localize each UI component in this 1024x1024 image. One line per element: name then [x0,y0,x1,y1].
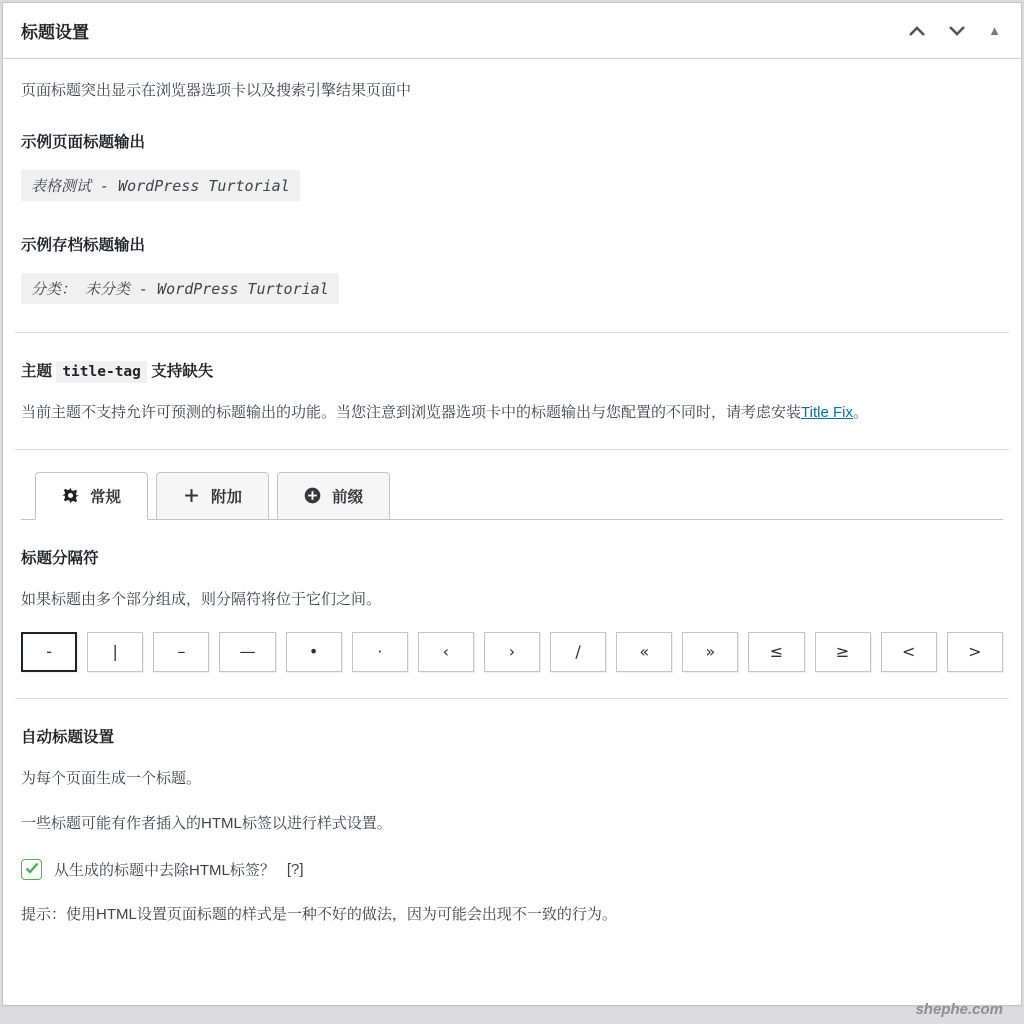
tab-label: 常规 [90,488,122,506]
divider [15,332,1009,333]
chevron-down-icon [948,25,966,40]
collapse-triangle-icon: ▲ [988,22,1001,38]
watermark: shephe.com [915,1001,1003,1018]
toggle-panel-button[interactable] [986,22,1003,38]
move-up-button[interactable] [906,23,928,39]
tab-additions[interactable] [156,472,269,520]
separator-option[interactable]: — [219,632,275,672]
move-down-button[interactable] [946,23,968,39]
metabox-handle-actions [906,23,1003,39]
tab-prefixes[interactable] [277,472,390,520]
tab-label: 附加 [211,488,243,506]
example-archive-title-heading: 示例存档标题输出 [21,237,146,255]
separator-option[interactable]: · [352,632,408,672]
tab-label: 前缀 [332,488,364,506]
theme-support-text: 当前主题不支持允许可预测的标题输出的功能。当您注意到浏览器选项卡中的标题输出与您配置的不同时，请考虑安装 [21,404,802,422]
chevron-up-icon [908,25,926,40]
auto-title-heading: 自动标题设置 [21,728,115,746]
theme-support-heading-prefix: 主题 [21,363,57,381]
separator-option[interactable]: | [87,632,143,672]
plus-icon [183,487,200,504]
separator-option[interactable]: - [21,632,77,672]
separator-option[interactable]: « [616,632,672,672]
plus-circle-icon [304,487,321,504]
gear-icon [62,487,79,504]
separator-option[interactable]: – [153,632,209,672]
separator-option[interactable]: < [881,632,937,672]
strip-html-setting [21,859,1003,880]
separator-description: 如果标题由多个部分组成，则分隔符将位于它们之间。 [21,590,382,608]
separator-option[interactable]: › [484,632,540,672]
divider [15,449,1009,450]
theme-support-heading [21,359,1003,381]
separator-option[interactable]: » [682,632,738,672]
title-fix-link[interactable]: Title Fix [801,404,853,422]
tab-general[interactable] [35,472,148,520]
separator-options [21,632,1003,672]
example-page-title-heading: 示例页面标题输出 [21,134,146,152]
theme-support-text-end: 。 [852,404,868,422]
theme-support-description [21,400,1003,426]
title-settings-metabox [2,2,1022,1018]
settings-tabs [21,472,1003,520]
metabox-header [3,3,1021,59]
metabox-body [3,78,1021,1024]
page-title: 标题设置 [21,23,89,42]
intro-text: 页面标题突出显示在浏览器选项卡以及搜索引擎结果页面中 [21,82,412,99]
divider [15,698,1009,699]
auto-title-line1: 为每个页面生成一个标题。 [21,769,202,787]
auto-title-tip: 提示：使用HTML设置页面标题的样式是一种不好的做法，因为可能会出现不一致的行为。 [21,906,617,924]
separator-option[interactable]: ≤ [748,632,804,672]
auto-title-line2: 一些标题可能有作者插入的HTML标签以进行样式设置。 [21,815,392,832]
example-page-title-sample: 表格测试 - WordPress Turtorial [21,170,300,201]
separator-option[interactable]: ≥ [815,632,871,672]
separator-option[interactable]: ‹ [418,632,474,672]
separator-option[interactable]: / [550,632,606,672]
separator-heading: 标题分隔符 [21,549,99,567]
strip-html-label[interactable]: 从生成的标题中去除HTML标签？ [54,862,275,880]
separator-option[interactable]: > [947,632,1003,672]
separator-option[interactable]: • [286,632,342,672]
help-link[interactable]: [?] [286,861,304,879]
checkmark-icon [25,861,39,879]
title-tag-code: title-tag [56,361,147,383]
strip-html-checkbox[interactable] [21,859,42,880]
example-archive-title-sample: 分类： 未分类 - WordPress Turtorial [21,273,339,304]
theme-support-heading-suffix: 支持缺失 [146,363,214,381]
